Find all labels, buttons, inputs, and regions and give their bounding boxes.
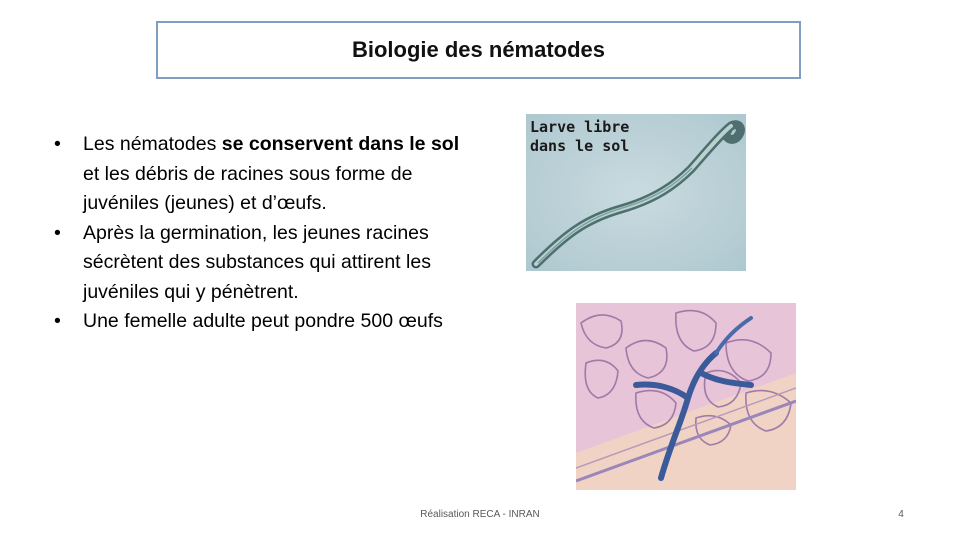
- bullet-text: Une femelle adulte peut pondre 500 œufs: [83, 310, 443, 332]
- bullet-text: et les débris de racines sous forme de juvéniles (jeunes) et d’œufs.: [83, 162, 413, 214]
- page-number: 4: [898, 509, 904, 520]
- footer-credit: Réalisation RECA - INRAN: [420, 509, 540, 520]
- larva-photo-label: Larve libre dans le sol: [530, 118, 630, 155]
- root-tissue-micrograph: [576, 303, 796, 490]
- slide-title-box: [156, 21, 801, 79]
- slide-title: Biologie des nématodes: [351, 37, 606, 62]
- bullet-item: [54, 307, 474, 337]
- bullet-list: [54, 130, 474, 337]
- bullet-text: Après la germination, les jeunes racines sécrètent des substances qui attirent les juvéniles qui y pénètrent.: [83, 221, 431, 303]
- bullet-bold-text: se conservent dans le sol: [221, 133, 460, 155]
- bullet-text: Les nématodes: [83, 133, 222, 155]
- nematode-larva-photo: [526, 114, 746, 271]
- bullet-item: [54, 219, 474, 308]
- bullet-item: [54, 130, 474, 219]
